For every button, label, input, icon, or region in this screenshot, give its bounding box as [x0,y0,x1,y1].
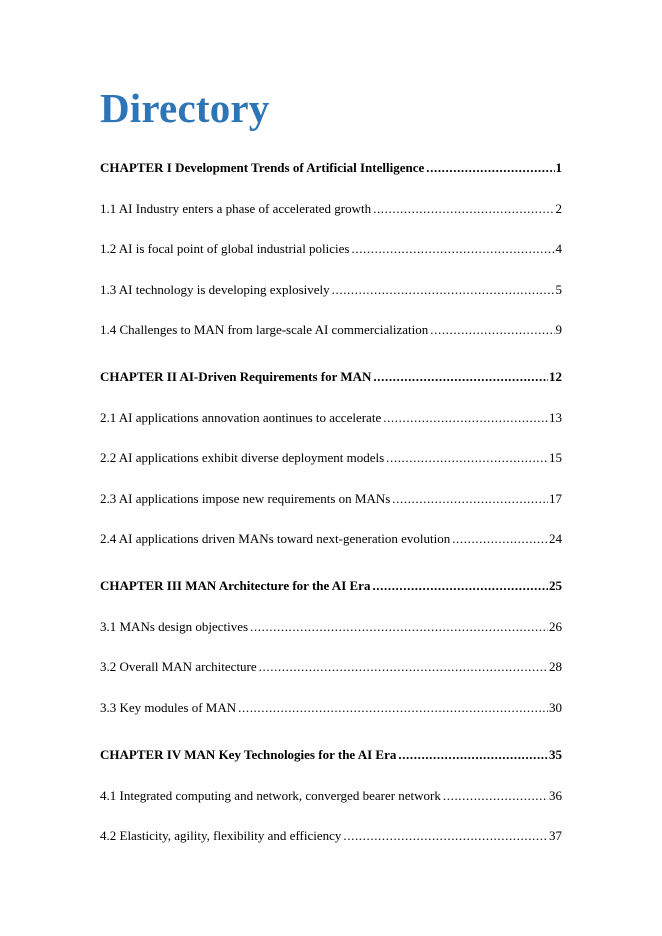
toc-page-number: 17 [549,491,562,506]
toc-page-number: 26 [549,619,562,634]
dot-leader [343,827,548,845]
toc-chapter-4[interactable] [100,746,562,764]
dot-leader [373,368,548,386]
toc-page-number: 24 [549,531,562,546]
dot-leader [238,699,548,717]
dot-leader [430,321,554,339]
dot-leader [373,200,554,218]
toc-section-3-3[interactable] [100,699,562,717]
toc-page-number: 37 [549,828,562,843]
toc-section-2-4[interactable] [100,530,562,548]
toc-entry-label: 3.1 MANs design objectives [100,619,249,634]
toc-section-4-2[interactable] [100,827,562,845]
dot-leader [443,787,548,805]
dot-leader [250,618,548,636]
dot-leader [398,746,548,764]
dot-leader [383,409,548,427]
toc-chapter-1[interactable] [100,159,562,177]
toc-entry-label: 2.1 AI applications annovation aontinues to accelerate [100,410,382,425]
toc-page-number: 25 [549,578,562,593]
dot-leader [332,281,555,299]
toc-page-number: 35 [549,747,562,762]
toc-section-3-1[interactable] [100,618,562,636]
toc-section-3-2[interactable] [100,658,562,676]
dot-leader [452,530,548,548]
toc-entry-label: 4.2 Elasticity, agility, flexibility and efficiency [100,828,342,843]
toc-entry-label: CHAPTER III MAN Architecture for the AI Era [100,578,371,593]
page-title: Directory [100,85,270,131]
toc-entry-label: 4.1 Integrated computing and network, converged bearer network [100,788,441,803]
toc-entry-label: 1.3 AI technology is developing explosively [100,282,330,297]
toc-page-number: 30 [549,700,562,715]
toc-section-1-3[interactable] [100,281,562,299]
toc-page-number: 9 [555,322,562,337]
toc-section-2-3[interactable] [100,490,562,508]
toc-entry-label: 1.2 AI is focal point of global industrial policies [100,241,350,256]
dot-leader [372,577,548,595]
toc-entry-label: 2.2 AI applications exhibit diverse deployment models [100,450,385,465]
toc-page-number: 15 [549,450,562,465]
toc-entry-label: 2.3 AI applications impose new requirements on MANs [100,491,391,506]
toc-entry-label: CHAPTER II AI-Driven Requirements for MAN [100,369,372,384]
toc-page-number: 12 [549,369,562,384]
toc-section-1-1[interactable] [100,200,562,218]
toc-entry-label: 1.4 Challenges to MAN from large-scale AI commercialization [100,322,429,337]
toc-section-1-4[interactable] [100,321,562,339]
toc-entry-label: 2.4 AI applications driven MANs toward next-generation evolution [100,531,451,546]
toc-section-1-2[interactable] [100,240,562,258]
toc-entry-label: 3.2 Overall MAN architecture [100,659,257,674]
toc-page-number: 4 [555,241,562,256]
toc-entry-label: CHAPTER I Development Trends of Artificial Intelligence [100,160,425,175]
dot-leader [426,159,554,177]
dot-leader [259,658,548,676]
toc-page-number: 2 [555,201,562,216]
toc-page-number: 13 [549,410,562,425]
dot-leader [352,240,555,258]
toc-page-number: 36 [549,788,562,803]
dot-leader [386,449,548,467]
toc-section-4-1[interactable] [100,787,562,805]
toc-entry-label: CHAPTER IV MAN Key Technologies for the AI Era [100,747,397,762]
toc-section-2-2[interactable] [100,449,562,467]
table-of-contents [100,0,562,936]
dot-leader [392,490,548,508]
toc-section-2-1[interactable] [100,409,562,427]
toc-chapter-2[interactable] [100,368,562,386]
toc-chapter-3[interactable] [100,577,562,595]
toc-entry-label: 3.3 Key modules of MAN [100,700,237,715]
toc-page-number: 1 [555,160,562,175]
toc-entry-label: 1.1 AI Industry enters a phase of accelerated growth [100,201,372,216]
toc-page-number: 28 [549,659,562,674]
toc-page-number: 5 [555,282,562,297]
